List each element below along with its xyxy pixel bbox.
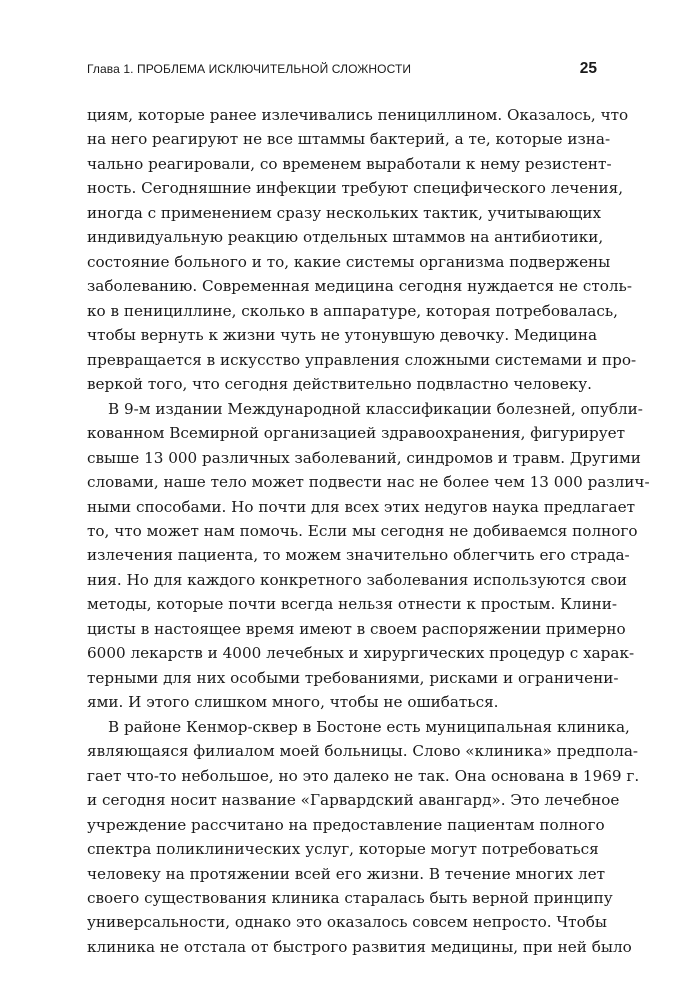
text-line: ными способами. Но почти для всех этих недугов наука предлагает — [87, 497, 635, 516]
paragraph — [87, 715, 640, 960]
text-line: излечения пациента, то можем значительно облегчить его страда- — [87, 546, 630, 565]
text-line: циям, которые ранее излечивались пенициллином. Оказалось, что — [87, 106, 629, 124]
text-line: то, что может нам помочь. Если мы сегодня не добиваемся полного — [87, 521, 638, 540]
text-line: учреждение рассчитано на предоставление пациентам полного — [87, 815, 605, 834]
text-line: свыше 13 000 различных заболеваний, синдромов и травм. Другими — [87, 448, 641, 467]
body-text — [87, 103, 650, 959]
text-line: веркой того, что сегодня действительно подвластно человеку. — [87, 375, 592, 394]
text-line: ния. Но для каждого конкретного заболевания используются свои — [87, 570, 628, 589]
text-line: иногда с применением сразу нескольких тактик, учитывающих — [87, 203, 602, 222]
paragraph — [87, 103, 637, 397]
chapter-title: Глава 1. ПРОБЛЕМА ИСКЛЮЧИТЕЛЬНОЙ СЛОЖНОСТИ — [87, 62, 412, 76]
text-line: чально реагировали, со временем выработали к нему резистент- — [87, 154, 612, 173]
text-line: и сегодня носит название «Гарвардский авангард». Это лечебное — [87, 791, 620, 810]
text-line: словами, наше тело может подвести нас не более чем 13 000 различ- — [87, 473, 650, 492]
text-line: ность. Сегодняшние инфекции требуют специфического лечения, — [87, 179, 624, 198]
text-line: терными для них особыми требованиями, рисками и ограничени- — [87, 668, 619, 687]
text-line: кованном Всемирной организацией здравоохранения, фигурирует — [87, 424, 626, 443]
text-line: универсальности, однако это оказалось совсем непросто. Чтобы — [87, 913, 607, 932]
text-line: клиника не отстала от быстрого развития медицины, при ней было — [87, 937, 632, 956]
page-number: 25 — [579, 60, 597, 77]
text-line: заболеванию. Современная медицина сегодня нуждается не столь- — [87, 277, 632, 296]
text-line: чтобы вернуть к жизни чуть не утонувшую девочку. Медицина — [87, 326, 598, 345]
text-line: человеку на протяжении всей его жизни. В течение многих лет — [87, 864, 605, 883]
text-line: ко в пенициллине, сколько в аппаратуре, которая потребовалась, — [87, 301, 618, 320]
running-head — [87, 60, 597, 84]
text-line: В 9-м издании Международной классификации болезней, опубли- — [108, 399, 643, 418]
text-line: методы, которые почти всегда нельзя отнести к простым. Клини- — [87, 595, 618, 614]
text-line: ями. И этого слишком много, чтобы не ошибаться. — [87, 693, 499, 712]
paragraph — [87, 397, 650, 715]
text-line: превращается в искусство управления сложными системами и про- — [87, 350, 637, 369]
text-line: спектра поликлинических услуг, которые могут потребоваться — [87, 840, 599, 859]
text-line: 6000 лекарств и 4000 лечебных и хирургических процедур с харак- — [87, 644, 635, 663]
text-line: цисты в настоящее время имеют в своем распоряжении примерно — [87, 619, 626, 638]
text-line: В районе Кенмор-сквер в Бостоне есть муниципальная клиника, — [108, 717, 630, 736]
text-line: индивидуальную реакцию отдельных штаммов на антибиотики, — [87, 228, 604, 247]
text-line: состояние больного и то, какие системы организма подвержены — [87, 252, 611, 271]
text-line: гает что-то небольшое, но это далеко не так. Она основана в 1969 г. — [87, 766, 640, 785]
text-line: на него реагируют не все штаммы бактерий, а те, которые изна- — [87, 130, 611, 149]
text-line: своего существования клиника старалась быть верной принципу — [87, 889, 613, 907]
text-line: являющаяся филиалом моей больницы. Слово «клиника» предпола- — [87, 742, 639, 761]
